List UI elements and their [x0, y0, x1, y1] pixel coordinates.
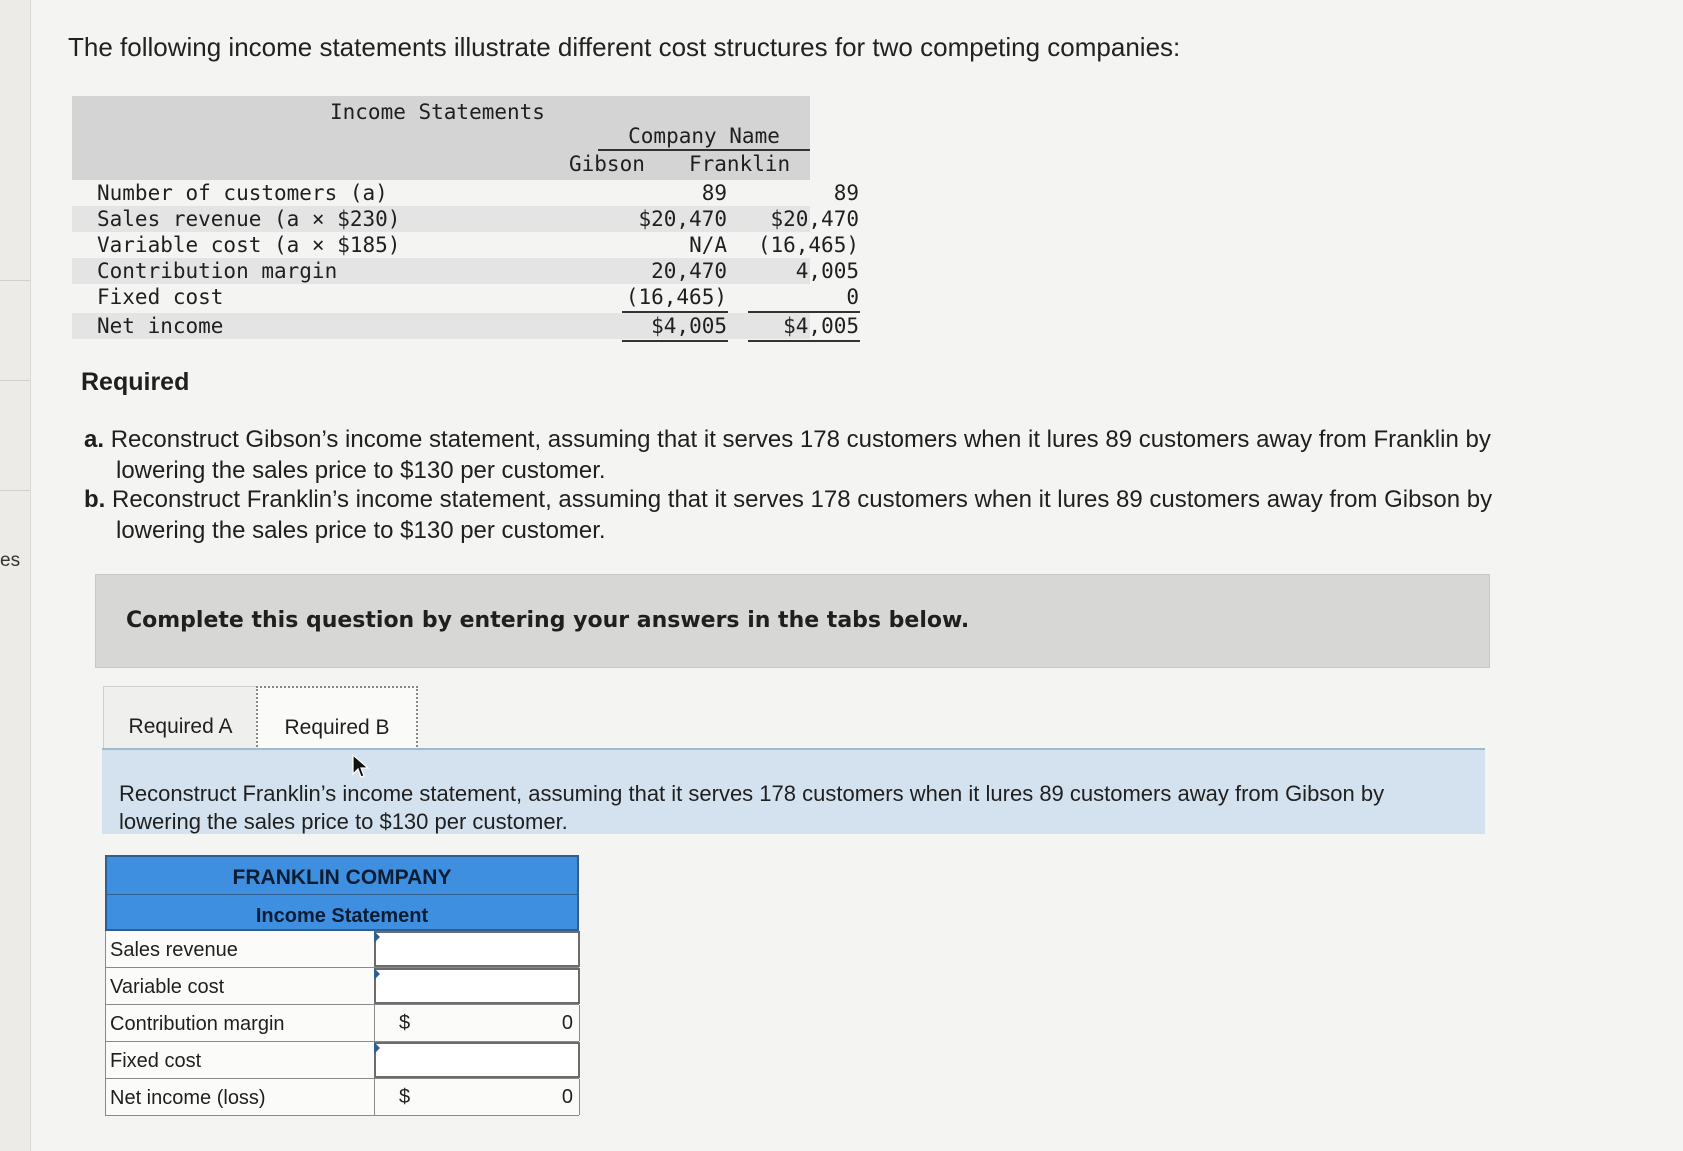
required-heading: Required [81, 368, 190, 396]
row-label: Contribution margin [110, 1013, 285, 1035]
franklin-value: 0 [846, 285, 859, 309]
required-item-a [84, 424, 1614, 486]
franklin-value: $4,005 [783, 314, 859, 338]
row-label: Variable cost (a × $185) [97, 233, 401, 257]
tab-required-b[interactable]: Required B [256, 686, 418, 770]
net-income-row [105, 1079, 579, 1116]
franklin-value: $20,470 [770, 207, 859, 231]
statement-header [105, 855, 579, 931]
contribution-margin-value [374, 1005, 580, 1041]
company-name-header: Company Name [598, 124, 810, 151]
intro-text: The following income statements illustrate different cost structures for two competing companies: [68, 32, 1181, 62]
row-label: Sales revenue (a × $230) [97, 207, 401, 231]
income-statements-table [72, 96, 859, 338]
sidebar-text-fragment: es [0, 550, 21, 571]
row-label: Net income [97, 314, 224, 338]
net-income-value [374, 1079, 580, 1115]
instructions-banner [95, 574, 1490, 668]
table-row [72, 284, 859, 310]
sidebar-divider [0, 380, 30, 381]
required-item-b [84, 484, 1614, 546]
row-label: Variable cost [110, 976, 225, 998]
item-letter: a. [84, 426, 105, 453]
item-text: Reconstruct Gibson’s income statement, assuming that it serves 178 customers when it lures 89 customers away from Franklin by [110, 426, 1491, 453]
tab-required-a[interactable]: Required A [103, 686, 258, 767]
gibson-value: 20,470 [651, 259, 727, 283]
item-text-continued: lowering the sales price to $130 per customer. [116, 517, 606, 544]
franklin-value: 4,005 [795, 259, 859, 283]
table-row [72, 313, 859, 339]
gibson-value: 89 [701, 181, 727, 205]
instructions-text: Complete this question by entering your answers in the tabs below. [126, 608, 970, 633]
currency-symbol: $ [399, 1086, 411, 1108]
panel-text: Reconstruct Franklin’s income statement, assuming that it serves 178 customers when it lures 89 customers away from Gibson by lowering the sales price to $130 per customer. [119, 781, 1385, 834]
item-text: Reconstruct Franklin’s income statement, assuming that it serves 178 customers when it lures 89 customers away from Gibson by [112, 486, 1493, 513]
table-title: Income Statements [330, 100, 545, 124]
header-divider [107, 894, 577, 895]
sales-revenue-row [105, 931, 579, 968]
amount: 0 [561, 1012, 573, 1034]
variable-cost-row [105, 968, 579, 1005]
fixed-cost-input[interactable] [374, 1042, 580, 1078]
company-title: FRANKLIN COMPANY [232, 866, 452, 889]
row-label: Number of customers (a) [97, 181, 388, 205]
contribution-margin-row [105, 1005, 579, 1042]
row-label: Fixed cost [110, 1050, 202, 1072]
total-underline [748, 340, 860, 342]
mouse-cursor-icon [352, 754, 370, 780]
statement-title: Income Statement [255, 905, 429, 927]
fixed-cost-row [105, 1042, 579, 1079]
variable-cost-input[interactable] [374, 968, 580, 1004]
franklin-value: (16,465) [757, 233, 859, 257]
row-label: Sales revenue [110, 939, 238, 961]
sidebar-divider [0, 280, 30, 281]
input-marker-icon [374, 1042, 380, 1054]
currency-symbol: $ [399, 1012, 411, 1034]
sidebar-divider [0, 490, 30, 491]
input-marker-icon [374, 931, 380, 943]
franklin-value: 89 [833, 181, 859, 205]
column-header-franklin: Franklin [689, 152, 791, 176]
table-row [72, 232, 859, 258]
row-label: Fixed cost [97, 285, 224, 309]
column-header-gibson: Gibson [569, 152, 645, 176]
row-label: Contribution margin [97, 259, 338, 283]
table-row [72, 180, 859, 206]
amount: 0 [561, 1086, 573, 1108]
left-sidebar-strip [0, 0, 31, 1151]
table-row [72, 258, 859, 284]
item-letter: b. [84, 486, 106, 513]
row-label: Net income (loss) [110, 1087, 266, 1109]
gibson-value: $20,470 [638, 207, 727, 231]
item-text-continued: lowering the sales price to $130 per customer. [116, 457, 606, 484]
gibson-value: $4,005 [651, 314, 727, 338]
total-underline [622, 340, 728, 342]
table-header [72, 96, 810, 180]
sales-revenue-input[interactable] [374, 931, 580, 967]
question-panel [102, 748, 1485, 834]
gibson-value: (16,465) [625, 285, 727, 309]
table-row [72, 206, 859, 232]
input-marker-icon [374, 968, 380, 980]
gibson-value: N/A [689, 233, 727, 257]
franklin-income-statement [105, 855, 579, 1116]
